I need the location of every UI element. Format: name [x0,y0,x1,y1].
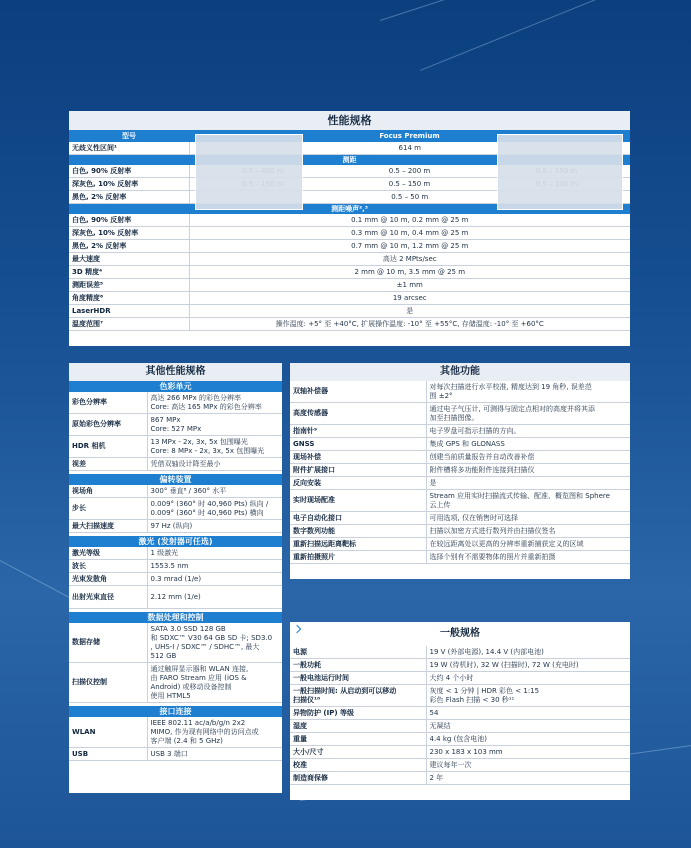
table-row [69,436,282,458]
model-header: 型号 [69,130,189,142]
row-value: 操作温度: +5° 至 +40°C, 扩展操作温度: -10° 至 +55°C, 存储温度: -10° 至 +60°C [189,318,630,331]
row-value: 4.4 kg (包含电池) [426,733,630,746]
row-label: 附件扩展接口 [290,464,426,477]
table-row [290,720,630,733]
row-label: 实时现场配准 [290,490,426,512]
row-label: 指南针⁹ [290,425,426,438]
table-row [69,392,282,414]
row-value: 灰度 < 1 分钟 | HDR 彩色 < 1:15 彩色 Flash 扫描 < 30 秒¹¹ [426,685,630,707]
row-label: 出射光束直径 [69,586,147,609]
row-value: 是 [426,477,630,490]
row-value: 614 m [189,142,630,155]
row-label: GNSS [290,438,426,451]
row-value: 无凝结 [426,720,630,733]
table-row [290,685,630,707]
row-label: 数据存储 [69,623,147,663]
table-row [290,425,630,438]
section-gap [69,761,282,764]
table-row [290,659,630,672]
row-label: 最大扫描速度 [69,520,147,533]
section-subheader-label: 测距噪声²,³ [69,204,630,215]
row-value: 创建当前质量报告并自动改善补偿 [426,451,630,464]
row-value: 大约 4 个小时 [426,672,630,685]
section-header: 激光 (发射器可任选) [69,536,282,547]
background-line [420,0,691,71]
table-row [290,746,630,759]
row-value: 高达 266 MPx 的彩色分辨率 Core: 高达 165 MPx 的彩色分辨率 [147,392,282,414]
table-row [69,573,282,586]
table-row [290,438,630,451]
table-row [290,477,630,490]
section-header: 数据处理和控制 [69,612,282,623]
table-row [290,403,630,425]
row-value: 凭借双轴设计降至最小 [147,458,282,471]
row-value: 0.5 – 150 m [336,178,483,191]
row-label: 大小/尺寸 [290,746,426,759]
table-row [69,240,630,253]
model-column-header: Focus Premium [336,130,483,142]
row-value: 0.3 mm @ 10 m, 0.4 mm @ 25 m [189,227,630,240]
table-row [69,748,282,761]
table-row [69,520,282,533]
row-label: 激光等级 [69,547,147,560]
row-value: 0.3 mrad (1/e) [147,573,282,586]
table-row [69,717,282,748]
table-row [69,318,630,331]
table-row [290,759,630,772]
table-row [290,672,630,685]
row-value: 2 mm @ 10 m, 3.5 mm @ 25 m [189,266,630,279]
table-row [290,551,630,564]
row-value: 可用选项, 仅在销售时可选择 [426,512,630,525]
row-label: 重量 [290,733,426,746]
row-value: 0.009° (360° 时 40,960 Pts) 纵向 / 0.009° (360° 时 40,960 Pts) 横向 [147,498,282,520]
section-header: 色彩单元 [69,381,282,392]
row-value: 对每次扫描进行水平校准, 精度达到 19 角秒, 误差范 围 ±2° [426,381,630,403]
row-label: 重新拍摄照片 [290,551,426,564]
row-value: 附件槽将多功能附件连接到扫描仪 [426,464,630,477]
row-label: 最大速度 [69,253,189,266]
row-label: 视差 [69,458,147,471]
row-value: 建议每年一次 [426,759,630,772]
row-label: 一般电池运行时间 [290,672,426,685]
performance-specs-panel [69,111,630,346]
row-label: 温度范围⁷ [69,318,189,331]
general-specs-panel [290,622,630,800]
performance-specs-title: 性能规格 [69,111,630,130]
table-row [69,458,282,471]
section-header: 接口连接 [69,706,282,717]
row-label: 一般扫描时间: 从启动到可以移动 扫描仪¹⁰ [290,685,426,707]
row-label: HDR 相机 [69,436,147,458]
section-table [69,392,282,471]
table-row [290,525,630,538]
row-value: 2 年 [426,772,630,785]
table-row [69,227,630,240]
row-label: 深灰色, 10% 反射率 [69,227,189,240]
row-value: 1553.5 nm [147,560,282,573]
redacted-column-premium-max [195,134,303,210]
row-value: 0.5 – 50 m [189,191,630,204]
row-label: 现场补偿 [290,451,426,464]
row-value: 19 arcsec [189,292,630,305]
row-label: 湿度 [290,720,426,733]
table-row [69,560,282,573]
other-performance-title: 其他性能规格 [69,363,282,381]
row-value: 0.1 mm @ 10 m, 0.2 mm @ 25 m [189,214,630,227]
row-label: USB [69,748,147,761]
row-value: 19 W (待机时), 32 W (扫描时), 72 W (充电时) [426,659,630,672]
section-table [69,485,282,533]
table-row [69,414,282,436]
row-label: 校准 [290,759,426,772]
row-value: SATA 3.0 SSD 128 GB 和 SDXC™ V30 64 GB SD 卡; SD3.0 , UHS-I / SDXC™ / SDHC™, 最大 512 GB [147,623,282,663]
row-value: 1 级激光 [147,547,282,560]
row-value: ±1 mm [189,279,630,292]
row-value: 通过电子气压计, 可测得与固定点相对的高度并将其添 加至扫描图像。 [426,403,630,425]
row-label: 视场角 [69,485,147,498]
row-label: 双轴补偿器 [290,381,426,403]
table-row [290,733,630,746]
row-value: 19 V (外部电源), 14.4 V (内部电池) [426,646,630,659]
row-value: 选择个别有不需要物体的照片并重新拍摄 [426,551,630,564]
table-row [69,279,630,292]
row-label: 数字数列功能 [290,525,426,538]
general-specs-title: 一般规格 [290,622,630,646]
section-table [69,547,282,609]
other-features-panel [290,363,630,579]
table-row [290,512,630,525]
row-value: Stream 应用实时扫描流式传输、配准、概览图和 Sphere 云上传 [426,490,630,512]
row-label: 一般功耗 [290,659,426,672]
table-row [69,547,282,560]
row-label: 白色, 90% 反射率 [69,214,189,227]
section-table [69,717,282,761]
row-label: 反向安装 [290,477,426,490]
row-value: 电子罗盘可指示扫描的方向。 [426,425,630,438]
section-header: 偏转装置 [69,474,282,485]
row-label: 扫描仪控制 [69,663,147,703]
row-value: 867 MPx Core: 527 MPx [147,414,282,436]
other-performance-body [69,381,282,764]
row-label: 测距误差⁵ [69,279,189,292]
row-label: 3D 精度⁴ [69,266,189,279]
other-features-title: 其他功能 [290,363,630,381]
row-label: 深灰色, 10% 反射率 [69,178,189,191]
table-row [69,498,282,520]
row-value: 扫描以加密方式进行数列并由扫描仪签名 [426,525,630,538]
row-value: 230 x 183 x 103 mm [426,746,630,759]
row-label: 无歧义性区间¹ [69,142,189,155]
table-row [290,490,630,512]
section-table [69,623,282,703]
table-row [69,214,630,227]
table-row [290,538,630,551]
row-label: 制造商保修 [290,772,426,785]
table-row [69,623,282,663]
table-row [69,586,282,609]
row-value: IEEE 802.11 ac/a/b/g/n 2x2 MIMO, 作为现有网络中的访问点或 客户端 (2.4 和 5 GHz) [147,717,282,748]
row-value: 在较远距离处以更高的分辨率重新捕获定义的区域 [426,538,630,551]
general-specs-table [290,646,630,785]
row-label: 步长 [69,498,147,520]
row-value: 300° 垂直⁸ / 360° 水平 [147,485,282,498]
row-label: 光束发散角 [69,573,147,586]
row-label: 白色, 90% 反射率 [69,165,189,178]
row-value: 集成 GPS 和 GLONASS [426,438,630,451]
row-value: 2.12 mm (1/e) [147,586,282,609]
table-row [69,663,282,703]
row-value: 0.7 mm @ 10 m, 1.2 mm @ 25 m [189,240,630,253]
row-value: 是 [189,305,630,318]
background-line [380,0,691,21]
row-label: 高度传感器 [290,403,426,425]
row-label: 原始彩色分辨率 [69,414,147,436]
table-row [69,266,630,279]
row-value: 54 [426,707,630,720]
row-label: LaserHDR [69,305,189,318]
other-performance-panel [69,363,282,793]
row-value: 97 Hz (纵向) [147,520,282,533]
row-label: 黑色, 2% 反射率 [69,240,189,253]
row-value: 0.5 – 200 m [336,165,483,178]
row-label: 波长 [69,560,147,573]
row-label: WLAN [69,717,147,748]
row-value: 13 MPx - 2x, 3x, 5x 包围曝光 Core: 8 MPx - 2x, 3x, 5x 包围曝光 [147,436,282,458]
row-label: 异物防护 (IP) 等级 [290,707,426,720]
redacted-column-core [497,134,623,210]
table-row [290,381,630,403]
row-label: 重新扫描远距离靶标 [290,538,426,551]
row-value: 高达 2 MPts/sec [189,253,630,266]
row-label: 电子自动化接口 [290,512,426,525]
row-value: USB 3 端口 [147,748,282,761]
table-row [290,451,630,464]
row-label: 彩色分辨率 [69,392,147,414]
row-label: 黑色, 2% 反射率 [69,191,189,204]
table-row [69,253,630,266]
table-row [290,464,630,477]
table-row [290,646,630,659]
row-label: 角度精度⁶ [69,292,189,305]
table-row [69,292,630,305]
other-features-table [290,381,630,564]
row-value: 通过触屏显示器和 WLAN 连接, 由 FARO Stream 应用 (iOS & Android) 或移动设备控制 使用 HTML5 [147,663,282,703]
section-subheader-label: 测距 [69,155,630,166]
table-row [69,485,282,498]
row-label: 电源 [290,646,426,659]
table-row [290,772,630,785]
table-row [290,707,630,720]
table-row [69,305,630,318]
